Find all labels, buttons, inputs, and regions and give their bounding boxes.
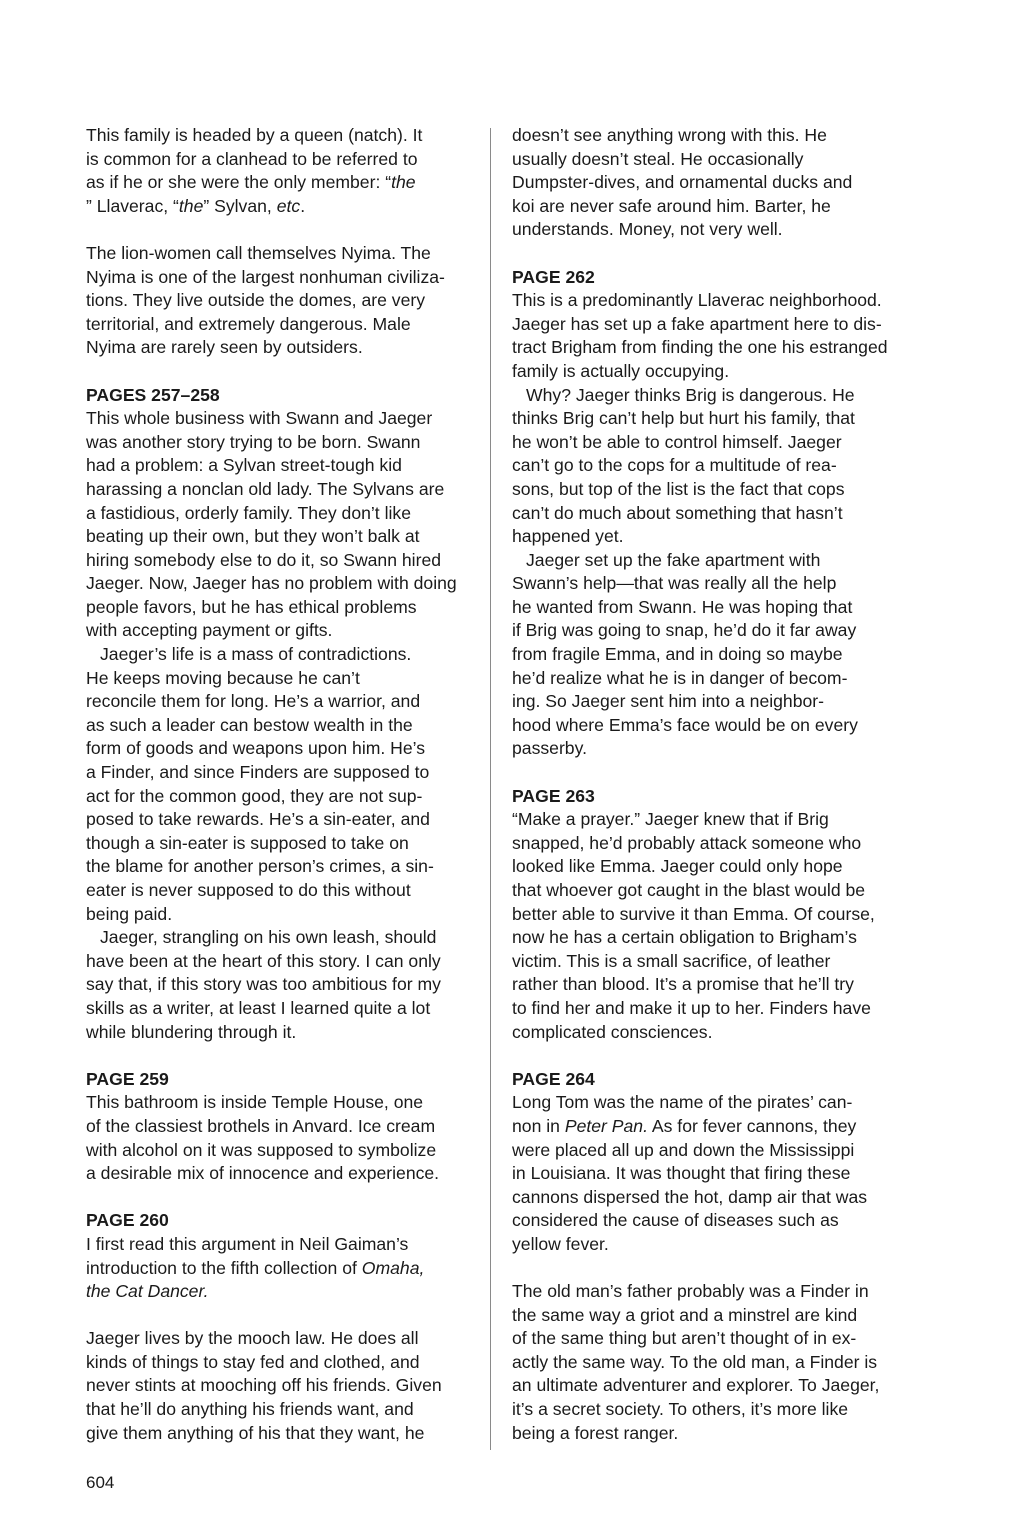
paragraph-make-a-prayer: [512, 808, 898, 1044]
text-line: Jaeger has set up a fake apartment here to dis-: [512, 313, 882, 334]
text-line: Jaeger. Now, Jaeger has no problem with doing: [86, 573, 457, 594]
text-line: cannons dispersed the hot, damp air that was: [512, 1186, 868, 1207]
paragraph-temple-house: [86, 1091, 472, 1185]
text-line: considered the cause of diseases such as: [512, 1210, 839, 1231]
text-line: to find her and make it up to her. Finders have: [512, 997, 871, 1018]
text-line: being a forest ranger.: [512, 1422, 679, 1443]
text-line: happened yet.: [512, 526, 624, 547]
text-line: Jaeger lives by the mooch law. He does all: [86, 1328, 419, 1349]
text-line: victim. This is a small sacrifice, of leather: [512, 950, 831, 971]
text-line: if Brig was going to snap, he’d do it far away: [512, 620, 857, 641]
text-line: Jaeger, strangling on his own leash, should: [100, 927, 437, 948]
text-line: rather than blood. It’s a promise that he’ll try: [512, 974, 854, 995]
text-line: harassing a nonclan old lady. The Sylvans are: [86, 478, 445, 499]
text-line: Swann’s help—that was really all the help: [512, 573, 837, 594]
text-line: actly the same way. To the old man, a Finder is: [512, 1351, 878, 1372]
text-line: This bathroom is inside Temple House, one: [86, 1092, 424, 1113]
text-line: usually doesn’t steal. He occasionally: [512, 148, 804, 169]
text-line: understands. Money, not very well.: [512, 219, 783, 240]
paragraph-nyima: [86, 242, 472, 360]
text-line: the blame for another person’s crimes, a sin-: [86, 856, 434, 877]
text-line: This family is headed by a queen (natch). It: [86, 125, 423, 145]
text-line: This whole business with Swann and Jaeger: [86, 408, 433, 429]
text-line: he’d realize what he is in danger of becom-: [512, 667, 848, 688]
text-line: a Finder, and since Finders are supposed to: [86, 762, 430, 783]
paragraph-why: [512, 384, 898, 549]
text-line: introduction to the fifth collection of Omaha,: [86, 1257, 425, 1278]
text-line: he wanted from Swann. He was hoping that: [512, 596, 853, 617]
text-line: form of goods and weapons upon him. He’s: [86, 738, 426, 759]
text-line: posed to take rewards. He’s a sin-eater, and: [86, 809, 430, 830]
text-line: he won’t be able to control himself. Jaeger: [512, 431, 842, 452]
text-line: that whoever got caught in the blast would be: [512, 880, 866, 900]
text-line: skills as a writer, at least I learned quite a lot: [86, 997, 431, 1018]
text-line: with alcohol on it was supposed to symbolize: [86, 1139, 437, 1160]
text-line: thinks Brig can’t help but hurt his family, that: [512, 408, 855, 429]
text-line: kinds of things to stay fed and clothed, and: [86, 1351, 420, 1372]
text-line: the Cat Dancer.: [86, 1281, 209, 1302]
text-line: snapped, he’d probably attack someone who: [512, 832, 862, 853]
text-line: though a sin-eater is supposed to take on: [86, 832, 409, 853]
section-heading-page-260: PAGE 260: [86, 1210, 169, 1231]
text-line: Long Tom was the name of the pirates’ can-: [512, 1092, 853, 1113]
column-divider: [490, 128, 491, 1450]
text-line: yellow fever.: [512, 1233, 609, 1254]
text-line: The old man’s father probably was a Finder in: [512, 1281, 869, 1302]
text-line: hood where Emma’s face would be on every: [512, 714, 858, 735]
text-line: from fragile Emma, and in doing so maybe: [512, 644, 843, 665]
text-line: He keeps moving because he can’t: [86, 667, 360, 688]
text-line: people favors, but he has ethical problems: [86, 596, 417, 617]
text-line: of the same thing but aren’t thought of in ex-: [512, 1328, 857, 1349]
paragraph-mooch-continued: [512, 124, 898, 242]
text-line: “Make a prayer.” Jaeger knew that if Brig: [512, 809, 829, 830]
text-line: I first read this argument in Neil Gaiman’s: [86, 1233, 409, 1254]
text-line: Jaeger set up the fake apartment with: [526, 549, 821, 570]
section-heading-page-264: PAGE 264: [512, 1068, 595, 1089]
paragraph-gaiman: [86, 1233, 472, 1304]
text-line: as such a leader can bestow wealth in the: [86, 714, 413, 735]
text-line: of the classiest brothels in Anvard. Ice cream: [86, 1115, 436, 1136]
text-line: can’t go to the cops for a multitude of rea-: [512, 455, 837, 476]
text-line: family is actually occupying.: [512, 360, 730, 381]
page-number: 604: [86, 1473, 115, 1492]
text-line: now he has a certain obligation to Brigham’s: [512, 927, 857, 948]
section-heading-page-263: PAGE 263: [512, 785, 595, 806]
text-line: with accepting payment or gifts.: [86, 620, 333, 641]
paragraph-fake-apartment: [512, 549, 898, 761]
text-line: a fastidious, orderly family. They don’t like: [86, 502, 411, 523]
section-heading-page-262: PAGE 262: [512, 266, 595, 287]
text-line: as if he or she were the only member: “the: [86, 172, 416, 193]
text-line: ” Llaverac, “the” Sylvan, etc.: [86, 195, 306, 216]
text-line: complicated consciences.: [512, 1021, 713, 1042]
text-line: an ultimate adventurer and explorer. To Jaeger,: [512, 1375, 880, 1396]
text-line: tract Brigham from finding the one his estranged: [512, 337, 888, 358]
text-line: have been at the heart of this story. I can only: [86, 950, 441, 971]
text-line: being paid.: [86, 903, 173, 924]
paragraph-clan-naming: [86, 124, 472, 218]
section-heading-page-259: PAGE 259: [86, 1068, 169, 1089]
text-line: while blundering through it.: [86, 1021, 297, 1042]
text-line: it’s a secret society. To others, it’s more like: [512, 1399, 849, 1420]
text-line: give them anything of his that they want, he: [86, 1422, 425, 1443]
text-line: were placed all up and down the Mississippi: [512, 1139, 855, 1160]
paragraph-llaverac-neighborhood: [512, 289, 898, 383]
section-heading-pages-257-258: PAGES 257–258: [86, 384, 220, 405]
text-line: better able to survive it than Emma. Of course,: [512, 903, 875, 924]
text-line: This is a predominantly Llaverac neighborhood.: [512, 290, 882, 311]
text-line: Nyima is one of the largest nonhuman civiliza-: [86, 266, 445, 287]
text-line: Why? Jaeger thinks Brig is dangerous. He: [526, 384, 855, 405]
text-line: in Louisiana. It was thought that firing these: [512, 1163, 851, 1184]
text-line: was another story trying to be born. Swann: [86, 431, 421, 452]
text-line: reconcile them for long. He’s a warrior, and: [86, 691, 421, 712]
paragraph-leash: [86, 926, 472, 1044]
text-line: never stints at mooching off his friends. Given: [86, 1375, 442, 1396]
text-line: sons, but top of the list is the fact that cops: [512, 478, 845, 499]
text-line: can’t do much about something that hasn’t: [512, 502, 843, 523]
text-line: tions. They live outside the domes, are very: [86, 290, 426, 311]
text-line: ing. So Jaeger sent him into a neighbor-: [512, 691, 824, 712]
paragraph-old-man-father: [512, 1280, 898, 1445]
left-column: [86, 124, 472, 1445]
text-line: that he’ll do anything his friends want, and: [86, 1399, 414, 1420]
text-line: beating up their own, but they won’t balk at: [86, 526, 420, 547]
text-line: eater is never supposed to do this without: [86, 880, 411, 900]
text-line: koi are never safe around him. Barter, he: [512, 195, 831, 216]
paragraph-swann-jaeger: [86, 407, 472, 643]
text-line: looked like Emma. Jaeger could only hope: [512, 856, 843, 877]
text-line: a desirable mix of innocence and experience.: [86, 1163, 440, 1184]
text-line: Dumpster-dives, and ornamental ducks and: [512, 172, 853, 193]
text-line: say that, if this story was too ambitious for my: [86, 974, 441, 995]
right-column: [512, 124, 898, 1445]
text-line: is common for a clanhead to be referred to: [86, 148, 418, 169]
text-line: non in Peter Pan. As for fever cannons, they: [512, 1115, 857, 1136]
text-line: act for the common good, they are not sup-: [86, 785, 423, 806]
text-line: hiring somebody else to do it, so Swann hired: [86, 549, 442, 570]
paragraph-long-tom: [512, 1091, 898, 1256]
text-line: Nyima are rarely seen by outsiders.: [86, 337, 363, 358]
text-line: the same way a griot and a minstrel are kind: [512, 1304, 858, 1325]
text-line: The lion-women call themselves Nyima. The: [86, 242, 431, 263]
text-line: territorial, and extremely dangerous. Male: [86, 313, 411, 334]
paragraph-mooch-law: [86, 1327, 472, 1445]
text-line: passerby.: [512, 738, 587, 759]
text-line: doesn’t see anything wrong with this. He: [512, 125, 827, 145]
text-line: had a problem: a Sylvan street-tough kid: [86, 455, 402, 476]
paragraph-contradictions: [86, 643, 472, 926]
text-line: Jaeger’s life is a mass of contradictions.: [100, 644, 412, 665]
